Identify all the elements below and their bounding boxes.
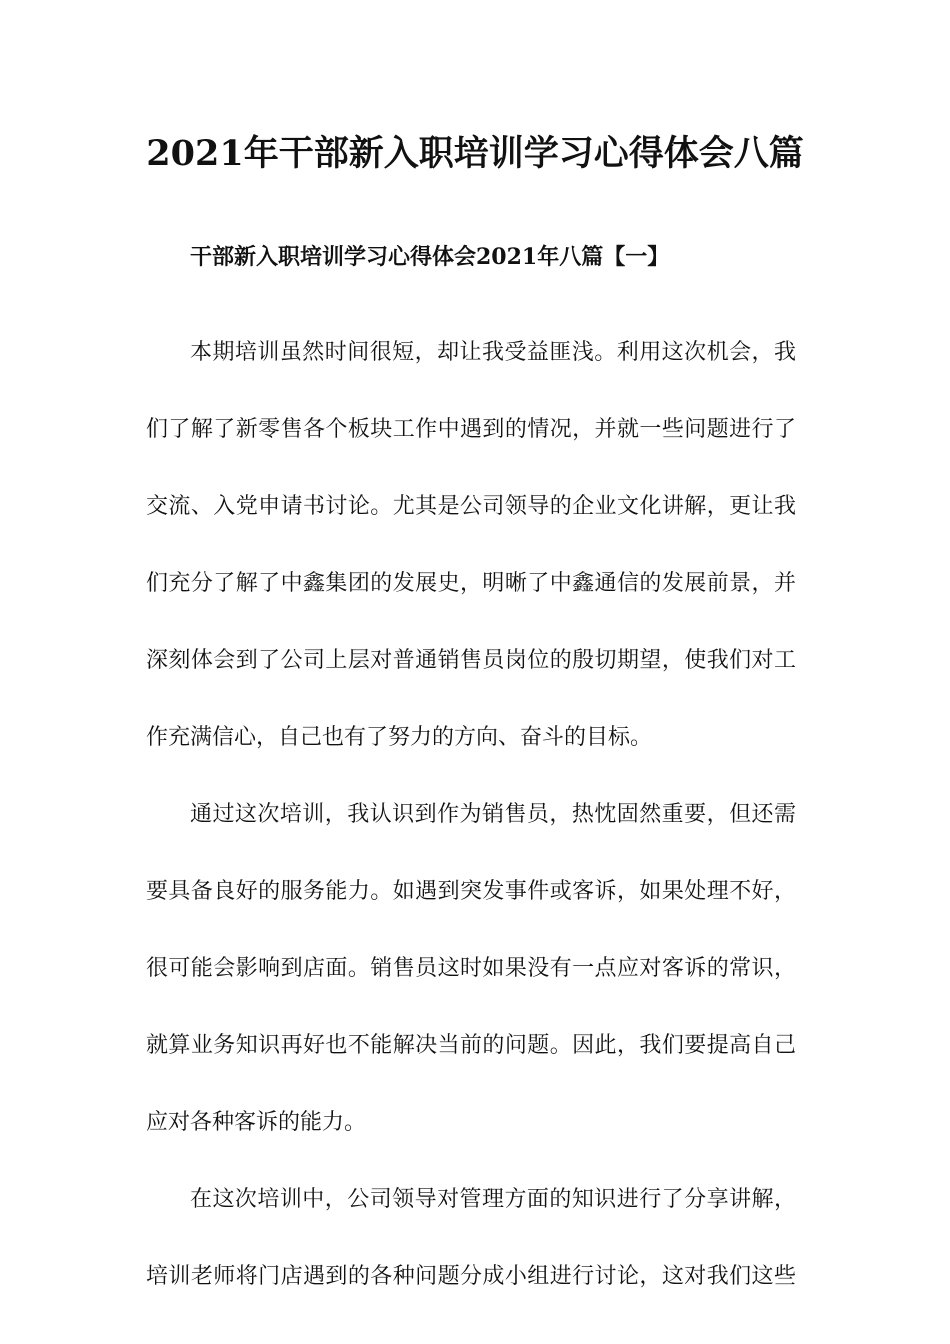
paragraph-line: 作充满信心，自己也有了努力的方向、奋斗的目标。	[146, 725, 653, 750]
paragraph-line: 们了解了新零售各个板块工作中遇到的情况，并就一些问题进行了	[146, 417, 796, 442]
paragraph-line: 就算业务知识再好也不能解决当前的问题。因此，我们要提高自己	[146, 1033, 796, 1058]
section-heading: 干部新入职培训学习心得体会2021年八篇【一】	[190, 244, 670, 270]
paragraph-line: 深刻体会到了公司上层对普通销售员岗位的殷切期望，使我们对工	[146, 648, 796, 673]
paragraph-line: 应对各种客诉的能力。	[146, 1110, 367, 1135]
paragraph-line: 们充分了解了中鑫集团的发展史，明晰了中鑫通信的发展前景，并	[146, 571, 796, 596]
paragraph-line: 培训老师将门店遇到的各种问题分成小组进行讨论，这对我们这些	[146, 1264, 796, 1289]
document-title: 2021年干部新入职培训学习心得体会八篇	[146, 133, 804, 174]
paragraph-line: 交流、入党申请书讨论。尤其是公司领导的企业文化讲解，更让我	[146, 494, 796, 519]
paragraph-line: 通过这次培训，我认识到作为销售员，热忱固然重要，但还需	[190, 802, 796, 827]
paragraph-line: 在这次培训中，公司领导对管理方面的知识进行了分享讲解，	[190, 1187, 796, 1212]
paragraph-line: 本期培训虽然时间很短，却让我受益匪浅。利用这次机会，我	[190, 340, 796, 365]
paragraph-line: 要具备良好的服务能力。如遇到突发事件或客诉，如果处理不好，	[146, 879, 796, 904]
paragraph-line: 很可能会影响到店面。销售员这时如果没有一点应对客诉的常识，	[146, 956, 796, 981]
